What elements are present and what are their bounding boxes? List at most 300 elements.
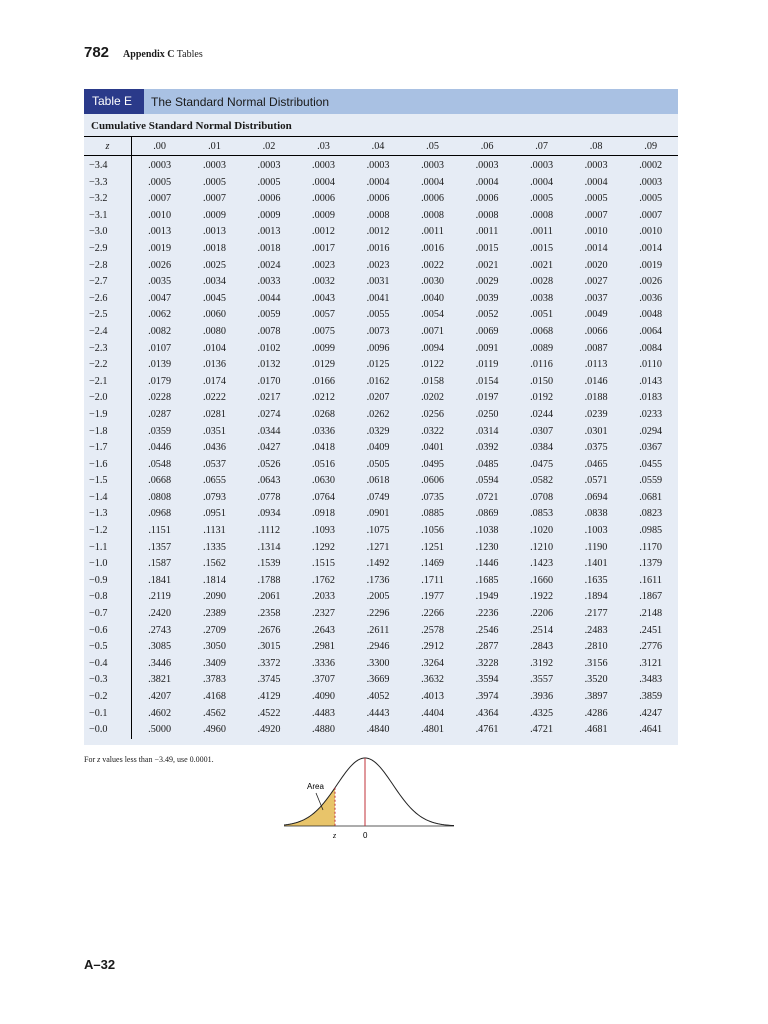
probability-cell: .0125 <box>366 359 390 371</box>
probability-cell: .0003 <box>530 160 554 171</box>
probability-cell: .2061 <box>257 591 281 603</box>
probability-cell: .3936 <box>530 691 554 702</box>
probability-cell: .0015 <box>475 242 499 254</box>
probability-cell: .0823 <box>639 508 663 520</box>
probability-cell: .4090 <box>312 691 335 702</box>
probability-cell: .0985 <box>639 525 663 537</box>
probability-cell: .0068 <box>530 325 554 337</box>
table-row <box>84 440 678 457</box>
table-row <box>84 224 678 241</box>
probability-cell: .2776 <box>639 641 663 653</box>
probability-cell: .0021 <box>530 259 554 271</box>
z-value-cell: −2.9 <box>84 241 132 258</box>
table-title: The Standard Normal Distribution <box>151 94 330 109</box>
probability-cell: .0475 <box>530 458 554 470</box>
probability-cell: .1020 <box>530 525 554 537</box>
probability-cell: .0268 <box>312 408 335 420</box>
probability-cell: .0013 <box>203 226 226 238</box>
probability-cell: .2206 <box>530 608 554 620</box>
table-row <box>84 307 678 324</box>
probability-cell: .0044 <box>257 292 281 304</box>
probability-cell: .0150 <box>530 375 554 387</box>
probability-cell: .0694 <box>584 491 608 503</box>
probability-cell: .2266 <box>421 608 444 620</box>
probability-cell: .0010 <box>584 226 608 238</box>
probability-cell: .0594 <box>475 475 499 487</box>
z-value-cell: −1.6 <box>84 457 132 474</box>
probability-cell: .3372 <box>257 657 281 669</box>
probability-cell: .0146 <box>584 375 608 387</box>
table-row <box>84 573 678 590</box>
probability-cell: .0005 <box>203 176 226 188</box>
z-value-cell: −2.8 <box>84 258 132 275</box>
probability-cell: .0735 <box>421 491 444 503</box>
probability-cell: .0022 <box>421 259 444 271</box>
probability-cell: .0010 <box>148 209 172 221</box>
probability-cell: .4602 <box>148 707 172 719</box>
probability-cell: .2981 <box>312 641 335 653</box>
z-value-cell: −2.0 <box>84 390 132 407</box>
probability-cell: .0116 <box>530 359 553 371</box>
probability-cell: .0009 <box>203 209 226 221</box>
probability-cell: .3300 <box>366 657 390 669</box>
table-row <box>84 274 678 291</box>
probability-cell: .0274 <box>257 408 281 420</box>
probability-cell: .0004 <box>366 176 390 188</box>
probability-cell: .3446 <box>148 657 172 669</box>
probability-cell: .1685 <box>475 574 499 586</box>
probability-cell: .0024 <box>257 259 281 271</box>
probability-cell: .0045 <box>203 292 226 304</box>
probability-cell: .0078 <box>257 325 281 337</box>
probability-cell: .0008 <box>530 209 554 221</box>
probability-cell: .0009 <box>312 209 335 221</box>
probability-cell: .2119 <box>148 591 171 603</box>
z-value-cell: −0.1 <box>84 706 132 723</box>
probability-cell: .0934 <box>257 508 281 520</box>
table-row <box>84 291 678 308</box>
probability-cell: .0681 <box>639 491 663 503</box>
probability-cell: .1151 <box>148 525 171 537</box>
probability-cell: .1539 <box>257 558 281 570</box>
probability-cell: .0030 <box>421 276 444 288</box>
probability-cell: .0075 <box>312 325 335 337</box>
probability-cell: .0526 <box>257 458 281 470</box>
probability-cell: .4364 <box>475 707 499 719</box>
probability-cell: .0505 <box>366 458 390 470</box>
probability-cell: .0003 <box>257 160 281 171</box>
probability-cell: .0048 <box>639 309 663 321</box>
probability-cell: .1562 <box>203 558 226 570</box>
table-row <box>84 208 678 225</box>
probability-cell: .0233 <box>639 408 663 420</box>
probability-cell: .0018 <box>257 242 281 254</box>
probability-cell: .0054 <box>421 309 444 321</box>
probability-cell: .0084 <box>639 342 663 354</box>
z-value-cell: −3.2 <box>84 191 132 208</box>
probability-cell: .0427 <box>257 442 281 454</box>
column-header: .08 <box>569 137 624 156</box>
probability-cell: .1762 <box>312 574 335 586</box>
probability-cell: .0016 <box>366 242 390 254</box>
z-value-cell: −2.7 <box>84 274 132 291</box>
probability-cell: .0004 <box>530 176 554 188</box>
probability-cell: .0028 <box>530 276 554 288</box>
probability-cell: .0008 <box>475 209 499 221</box>
table-subtitle: Cumulative Standard Normal Distribution <box>91 120 292 132</box>
probability-cell: .3897 <box>584 691 608 702</box>
probability-cell: .0029 <box>475 276 499 288</box>
probability-cell: .0087 <box>584 342 608 354</box>
probability-cell: .0455 <box>639 458 663 470</box>
probability-cell: .1056 <box>421 525 444 537</box>
probability-cell: .0314 <box>475 425 499 437</box>
probability-cell: .2743 <box>148 624 172 636</box>
probability-cell: .0853 <box>530 508 554 520</box>
probability-cell: .0885 <box>421 508 444 520</box>
probability-cell: .0013 <box>257 226 281 238</box>
page-number: 782 <box>84 44 110 61</box>
probability-cell: .0485 <box>475 458 499 470</box>
probability-cell: .0329 <box>366 425 390 437</box>
probability-cell: .2327 <box>312 608 335 620</box>
probability-cell: .0005 <box>639 193 663 205</box>
probability-cell: .4404 <box>421 707 444 719</box>
probability-cell: .4325 <box>530 707 554 719</box>
probability-cell: .0516 <box>312 458 335 470</box>
probability-cell: .0018 <box>203 242 226 254</box>
probability-cell: .3192 <box>530 657 554 669</box>
probability-cell: .2148 <box>639 608 663 620</box>
probability-cell: .0110 <box>639 359 662 371</box>
probability-cell: .0037 <box>584 292 608 304</box>
column-header: .02 <box>242 137 297 156</box>
column-header-z: z <box>84 137 132 156</box>
probability-cell: .1075 <box>366 525 390 537</box>
probability-cell: .0091 <box>475 342 499 354</box>
running-head <box>123 49 203 60</box>
probability-cell: .4801 <box>421 724 444 736</box>
probability-cell: .0102 <box>257 342 281 354</box>
z-value-cell: −3.3 <box>84 175 132 192</box>
probability-cell: .0002 <box>639 160 663 171</box>
table-row <box>84 424 678 441</box>
probability-cell: .0668 <box>148 475 172 487</box>
probability-cell: .4761 <box>475 724 499 736</box>
column-header: .03 <box>296 137 351 156</box>
probability-cell: .0014 <box>639 242 663 254</box>
probability-cell: .0021 <box>475 259 499 271</box>
probability-cell: .4522 <box>257 707 281 719</box>
probability-cell: .0764 <box>312 491 335 503</box>
probability-cell: .1611 <box>639 574 662 586</box>
probability-cell: .0436 <box>203 442 226 454</box>
probability-cell: .0003 <box>475 160 499 171</box>
probability-cell: .2643 <box>312 624 335 636</box>
probability-cell: .0418 <box>312 442 335 454</box>
probability-cell: .0122 <box>421 359 444 371</box>
probability-cell: .2389 <box>203 608 226 620</box>
probability-cell: .3264 <box>421 657 444 669</box>
probability-cell: .0031 <box>366 276 390 288</box>
probability-cell: .1894 <box>584 591 608 603</box>
probability-cell: .1922 <box>530 591 554 603</box>
probability-cell: .1379 <box>639 558 663 570</box>
probability-cell: .0559 <box>639 475 663 487</box>
probability-cell: .1814 <box>203 574 226 586</box>
probability-cell: .3409 <box>203 657 226 669</box>
probability-cell: .0548 <box>148 458 172 470</box>
probability-cell: .0062 <box>148 309 172 321</box>
probability-cell: .2709 <box>203 624 226 636</box>
table-row <box>84 156 678 175</box>
probability-cell: .2877 <box>475 641 499 653</box>
z-value-cell: −2.5 <box>84 307 132 324</box>
probability-cell: .0023 <box>366 259 390 271</box>
probability-cell: .0162 <box>366 375 390 387</box>
probability-cell: .0003 <box>203 160 226 171</box>
table-row <box>84 706 678 723</box>
probability-cell: .0017 <box>312 242 335 254</box>
probability-cell: .0066 <box>584 325 608 337</box>
probability-cell: .1314 <box>257 541 281 553</box>
z-value-cell: −0.4 <box>84 656 132 673</box>
probability-cell: .0537 <box>203 458 226 470</box>
probability-cell: .0630 <box>312 475 335 487</box>
probability-cell: .1093 <box>312 525 335 537</box>
probability-cell: .0392 <box>475 442 499 454</box>
table-header-row <box>84 137 678 156</box>
probability-cell: .3783 <box>203 674 226 686</box>
page-code: A–32 <box>84 957 116 972</box>
probability-cell: .0003 <box>148 160 172 171</box>
probability-cell: .0244 <box>530 408 554 420</box>
probability-cell: .1003 <box>584 525 608 537</box>
probability-cell: .1292 <box>312 541 335 553</box>
probability-cell: .1587 <box>148 558 172 570</box>
zero-label: 0 <box>363 831 368 840</box>
probability-cell: .2578 <box>421 624 444 636</box>
probability-cell: .0571 <box>584 475 608 487</box>
probability-cell: .4562 <box>203 707 226 719</box>
probability-cell: .0038 <box>530 292 554 304</box>
probability-cell: .0351 <box>203 425 226 437</box>
probability-cell: .0006 <box>475 193 499 205</box>
probability-cell: .0793 <box>203 491 226 503</box>
probability-cell: .0026 <box>148 259 172 271</box>
probability-cell: .0222 <box>203 392 226 404</box>
probability-cell: .0143 <box>639 375 663 387</box>
table-row <box>84 407 678 424</box>
z-value-cell: −1.0 <box>84 556 132 573</box>
z-value-cell: −3.0 <box>84 224 132 241</box>
normal-curve-figure <box>284 755 454 845</box>
probability-cell: .0207 <box>366 392 390 404</box>
probability-cell: .2514 <box>530 624 554 636</box>
probability-cell: .0011 <box>530 226 553 238</box>
footnote-text: values less than −3.49, use 0.0001. <box>100 755 214 764</box>
probability-cell: .0004 <box>421 176 444 188</box>
probability-cell: .3669 <box>366 674 390 686</box>
probability-cell: .0294 <box>639 425 663 437</box>
probability-cell: .2296 <box>366 608 390 620</box>
probability-cell: .0049 <box>584 309 608 321</box>
probability-cell: .2843 <box>530 641 554 653</box>
table-row <box>84 175 678 192</box>
probability-cell: .0359 <box>148 425 172 437</box>
probability-cell: .0367 <box>639 442 663 454</box>
probability-cell: .1711 <box>421 574 444 586</box>
probability-cell: .0071 <box>421 325 444 337</box>
probability-cell: .0129 <box>312 359 335 371</box>
probability-cell: .0009 <box>257 209 281 221</box>
footnote <box>84 755 214 764</box>
probability-cell: .2611 <box>366 624 390 636</box>
probability-cell: .0012 <box>312 226 335 238</box>
probability-cell: .0113 <box>584 359 608 371</box>
z-value-cell: −1.2 <box>84 523 132 540</box>
probability-cell: .0375 <box>584 442 608 454</box>
probability-cell: .0154 <box>475 375 499 387</box>
probability-cell: .0197 <box>475 392 499 404</box>
z-value-cell: −2.6 <box>84 291 132 308</box>
probability-cell: .4840 <box>366 724 390 736</box>
probability-cell: .1357 <box>148 541 172 553</box>
probability-cell: .1867 <box>639 591 663 603</box>
probability-cell: .0080 <box>203 325 226 337</box>
z-value-cell: −3.4 <box>84 156 132 175</box>
probability-cell: .0166 <box>312 375 335 387</box>
probability-cell: .0036 <box>639 292 663 304</box>
probability-cell: .0082 <box>148 325 172 337</box>
probability-cell: .0239 <box>584 408 608 420</box>
table-label: Table E <box>84 89 144 114</box>
probability-cell: .0721 <box>475 491 499 503</box>
probability-cell: .0951 <box>203 508 226 520</box>
probability-cell: .0384 <box>530 442 554 454</box>
probability-cell: .2451 <box>639 624 663 636</box>
table-row <box>84 689 678 706</box>
probability-cell: .2177 <box>584 608 608 620</box>
probability-cell: .0027 <box>584 276 608 288</box>
probability-cell: .0015 <box>530 242 554 254</box>
probability-cell: .0025 <box>203 259 226 271</box>
probability-cell: .1977 <box>421 591 444 603</box>
probability-cell: .0582 <box>530 475 554 487</box>
shaded-area <box>284 788 335 826</box>
probability-cell: .4247 <box>639 707 663 719</box>
probability-cell: .1736 <box>366 574 390 586</box>
table-row <box>84 523 678 540</box>
z-value-cell: −0.6 <box>84 623 132 640</box>
z-value-cell: −0.9 <box>84 573 132 590</box>
probability-cell: .0250 <box>475 408 499 420</box>
table-row <box>84 374 678 391</box>
probability-cell: .0005 <box>148 176 172 188</box>
probability-cell: .0003 <box>312 160 335 171</box>
table-row <box>84 639 678 656</box>
probability-cell: .1230 <box>475 541 499 553</box>
z-value-cell: −0.0 <box>84 722 132 739</box>
table-row <box>84 556 678 573</box>
z-value-cell: −0.5 <box>84 639 132 656</box>
probability-cell: .0032 <box>312 276 335 288</box>
probability-cell: .0409 <box>366 442 390 454</box>
table-row <box>84 606 678 623</box>
probability-cell: .3859 <box>639 691 663 702</box>
z-value-cell: −3.1 <box>84 208 132 225</box>
column-header: .01 <box>187 137 242 156</box>
probability-cell: .0107 <box>148 342 172 354</box>
probability-cell: .0262 <box>366 408 390 420</box>
probability-cell: .0838 <box>584 508 608 520</box>
probability-cell: .0004 <box>312 176 335 188</box>
probability-cell: .4641 <box>639 724 663 736</box>
probability-cell: .0287 <box>148 408 172 420</box>
table-row <box>84 241 678 258</box>
probability-cell: .2676 <box>257 624 281 636</box>
probability-cell: .0020 <box>584 259 608 271</box>
probability-cell: .0618 <box>366 475 390 487</box>
probability-cell: .1446 <box>475 558 499 570</box>
probability-cell: .0034 <box>203 276 226 288</box>
probability-cell: .0035 <box>148 276 172 288</box>
probability-cell: .0202 <box>421 392 444 404</box>
probability-cell: .4880 <box>312 724 335 736</box>
probability-cell: .5000 <box>148 724 172 736</box>
probability-cell: .0007 <box>148 193 172 205</box>
probability-cell: .0606 <box>421 475 444 487</box>
column-header: .04 <box>351 137 406 156</box>
table-row <box>84 473 678 490</box>
table-row <box>84 390 678 407</box>
probability-cell: .0119 <box>475 359 499 371</box>
table-row <box>84 341 678 358</box>
probability-cell: .0033 <box>257 276 281 288</box>
probability-cell: .1492 <box>366 558 390 570</box>
probability-cell: .3228 <box>475 657 499 669</box>
probability-cell: .0301 <box>584 425 608 437</box>
probability-cell: .0192 <box>530 392 554 404</box>
probability-cell: .0007 <box>203 193 226 205</box>
probability-cell: .2483 <box>584 624 608 636</box>
probability-cell: .0212 <box>312 392 335 404</box>
probability-cell: .2946 <box>366 641 390 653</box>
probability-cell: .3974 <box>475 691 499 702</box>
probability-cell: .0094 <box>421 342 444 354</box>
probability-cell: .0968 <box>148 508 172 520</box>
probability-cell: .3085 <box>148 641 172 653</box>
table-row <box>84 623 678 640</box>
probability-cell: .0170 <box>257 375 281 387</box>
probability-cell: .0139 <box>148 359 172 371</box>
probability-cell: .0041 <box>366 292 390 304</box>
probability-cell: .0465 <box>584 458 608 470</box>
probability-cell: .0026 <box>639 276 663 288</box>
probability-cell: .4129 <box>257 691 281 702</box>
table-row <box>84 258 678 275</box>
table-body <box>84 156 678 739</box>
probability-cell: .3121 <box>639 657 663 669</box>
probability-cell: .0869 <box>475 508 499 520</box>
probability-cell: .0064 <box>639 325 663 337</box>
probability-cell: .1515 <box>312 558 335 570</box>
table-row <box>84 722 678 739</box>
probability-cell: .3156 <box>584 657 608 669</box>
probability-cell: .0008 <box>366 209 390 221</box>
probability-cell: .3632 <box>421 674 444 686</box>
probability-cell: .1210 <box>530 541 554 553</box>
